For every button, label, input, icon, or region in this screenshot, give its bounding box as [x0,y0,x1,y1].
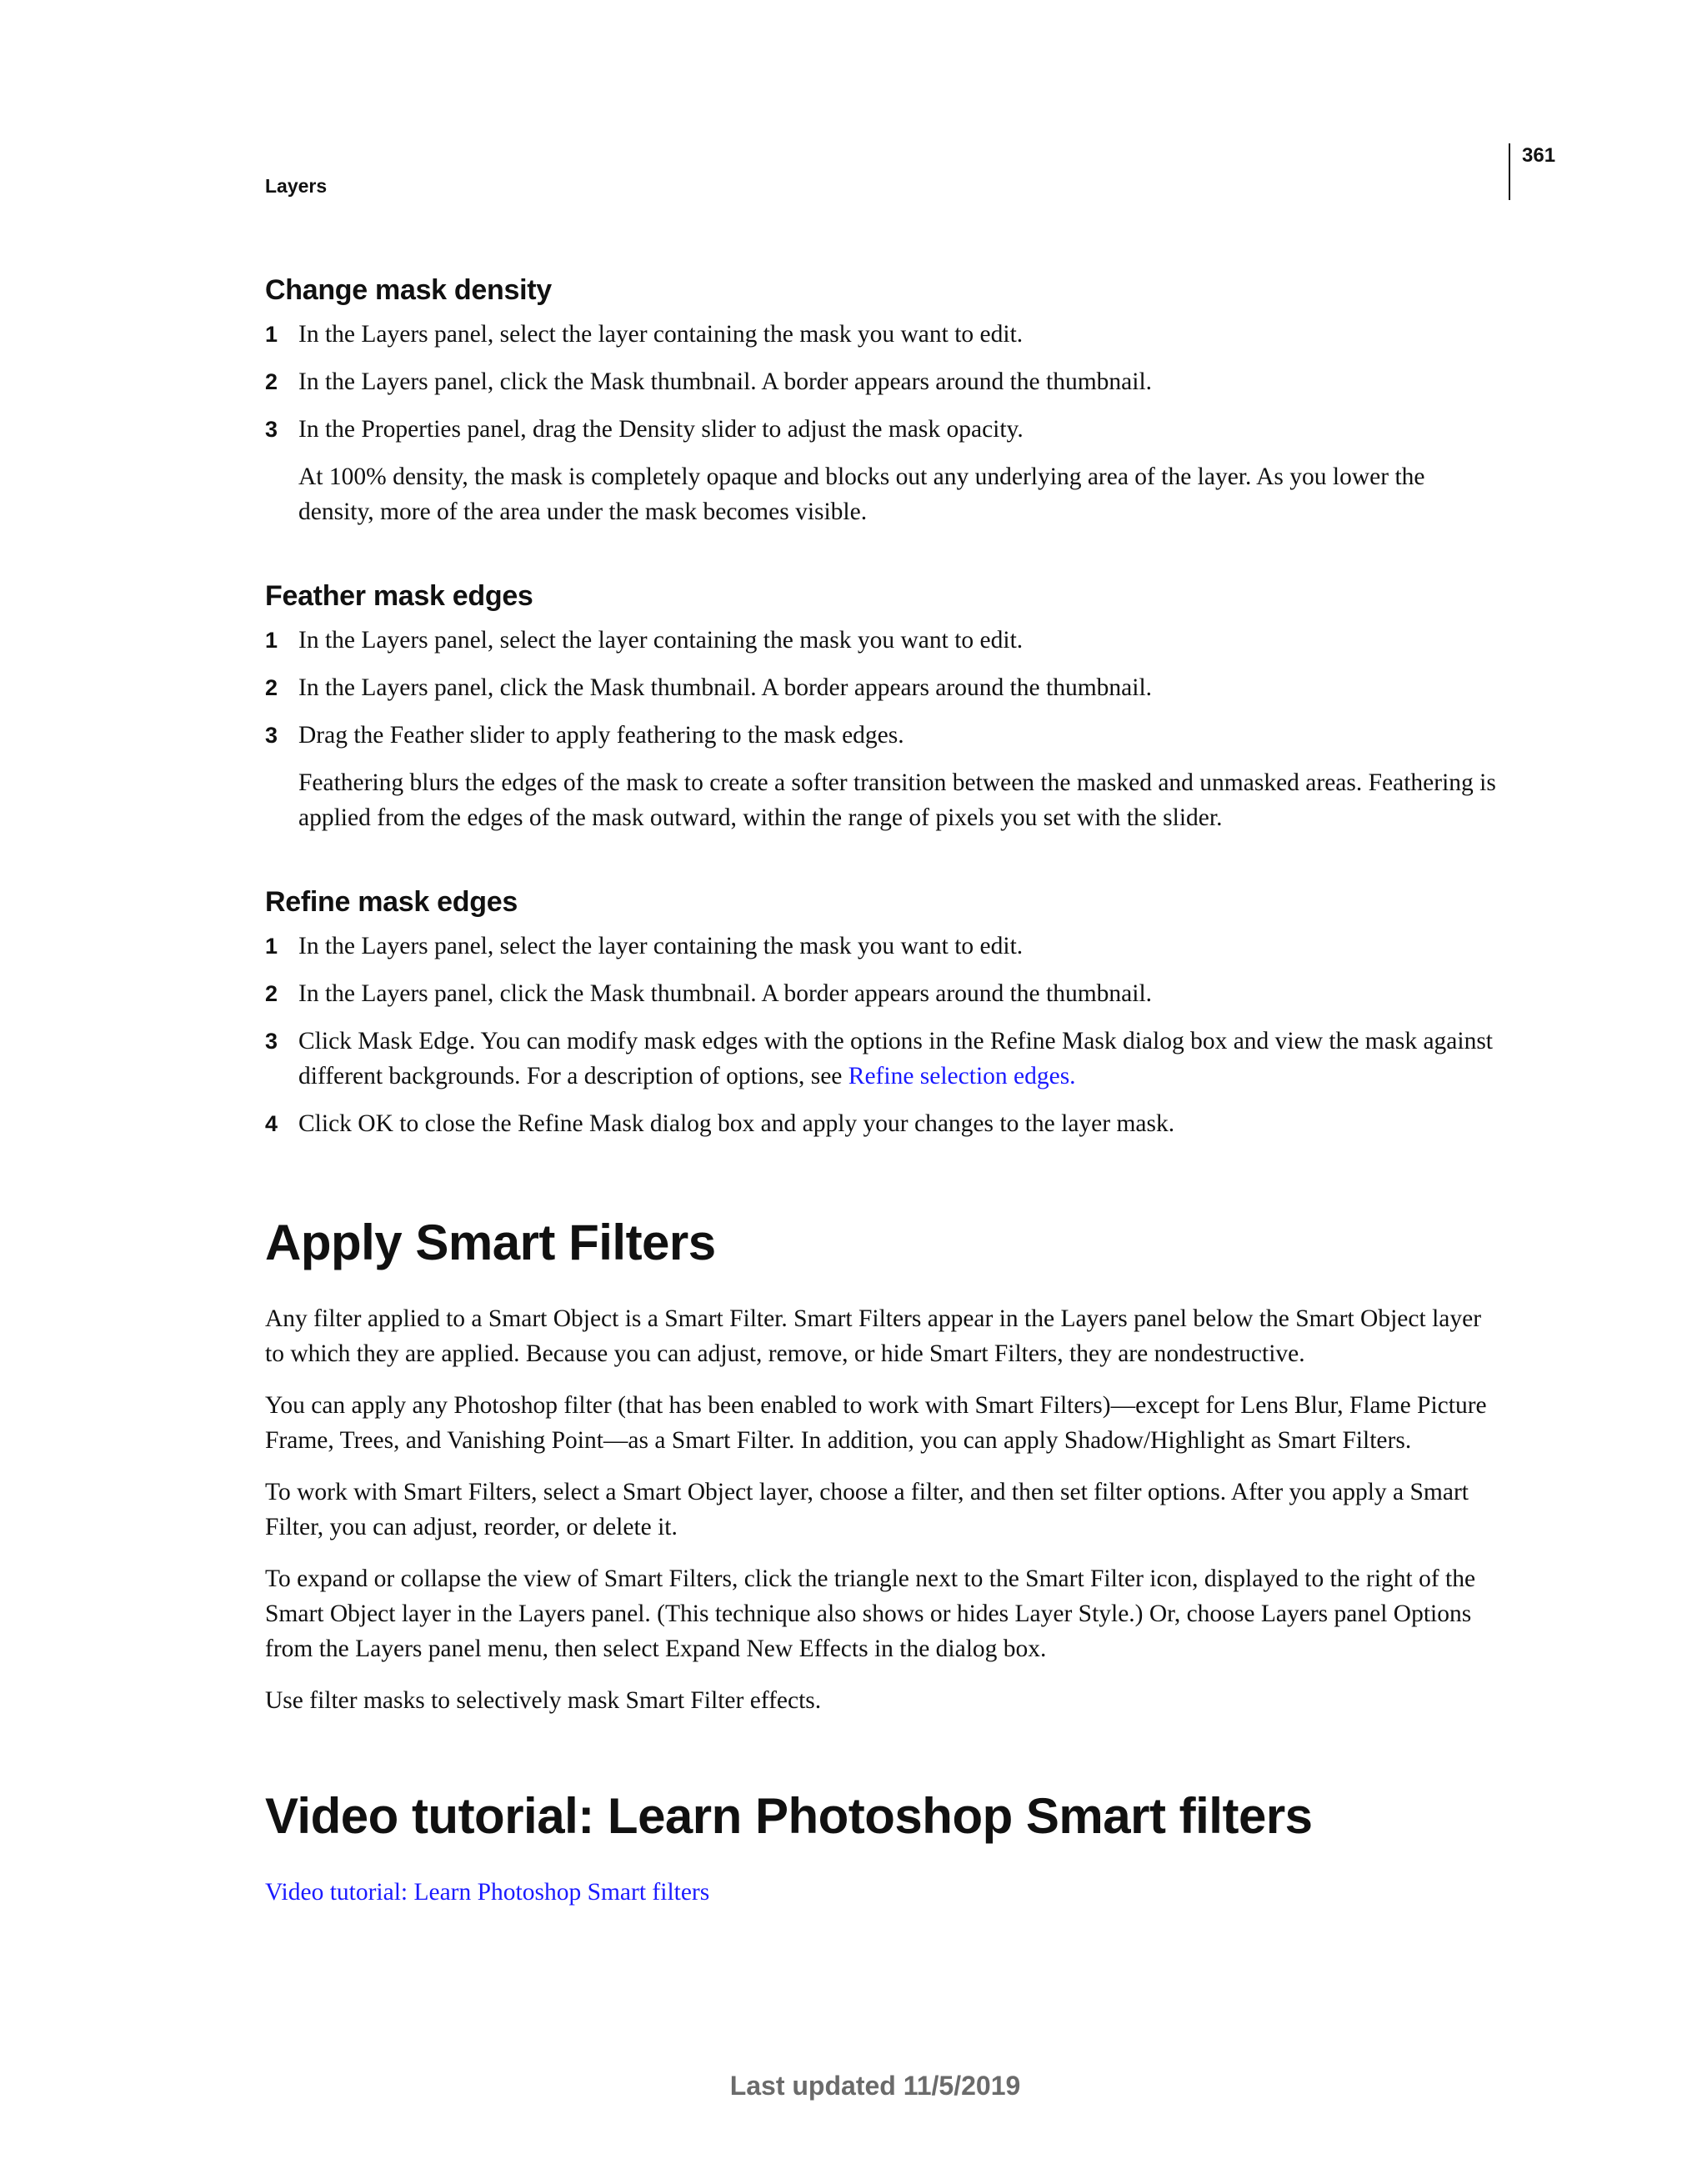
section-change-mask-density [265,270,1504,529]
step-number: 1 [265,934,278,959]
step-number: 2 [265,675,278,700]
step-text: In the Layers panel, click the Mask thumbnail. A border appears around the thumbnail. [298,980,1153,1007]
step-item [265,364,1504,399]
step-text: In the Properties panel, drag the Density slider to adjust the mask opacity. [298,416,1024,443]
step-text-body: Click Mask Edge. You can modify mask edges with the options in the Refine Mask dialog box and view the mask against different backgrounds. For a description of options, see [298,1028,1493,1089]
step-text: In the Layers panel, click the Mask thumbnail. A border appears around the thumbnail. [298,674,1153,701]
running-head: Layers [265,175,328,197]
step-text: In the Layers panel, click the Mask thumbnail. A border appears around the thumbnail. [298,368,1153,395]
step-note: At 100% density, the mask is completely opaque and blocks out any underlying area of the layer. As you lower the density, more of the area under the mask becomes visible. [298,463,1425,525]
step-item [265,976,1504,1011]
paragraph: Use filter masks to selectively mask Smart Filter effects. [265,1687,822,1714]
section-title: Feather mask edges [265,580,533,612]
refine-selection-edges-link[interactable]: Refine selection edges. [848,1063,1076,1089]
step-item [265,412,1504,447]
paragraph: Any filter applied to a Smart Object is a Smart Filter. Smart Filters appear in the Layers panel below the Smart Object layer to which they are applied. Because you can adjust, remove, or hide Smart Filters, they are nondestructive. [265,1305,1482,1367]
step-number: 1 [265,322,278,347]
page-number-rule [1509,143,1510,200]
heading-apply-smart-filters: Apply Smart Filters [265,1215,716,1270]
step-item [265,1024,1504,1094]
step-number: 3 [265,1029,278,1054]
step-text: Drag the Feather slider to apply feathering to the mask edges. [298,722,904,749]
step-note: Feathering blurs the edges of the mask to create a softer transition between the masked and unmasked areas. Feathering is applied from the edges of the mask outward, within the range of pixels you set with the slider. [298,769,1496,831]
section-feather-mask-edges [265,576,1504,835]
step-text: In the Layers panel, select the layer containing the mask you want to edit. [298,321,1024,348]
step-text [298,1024,1504,1094]
step-item [265,670,1504,705]
section-title: Refine mask edges [265,886,518,918]
step-item [265,1106,1504,1141]
step-text: In the Layers panel, select the layer containing the mask you want to edit. [298,627,1024,654]
paragraph: You can apply any Photoshop filter (that has been enabled to work with Smart Filters)—except for Lens Blur, Flame Picture Frame, Trees, and Vanishing Point—as a Smart Filter. In addition, you can apply Shadow/Highlight as Smart Filters. [265,1392,1487,1454]
page-content [265,270,1504,1926]
step-item [265,718,1504,753]
section-title: Change mask density [265,274,552,306]
step-text: In the Layers panel, select the layer containing the mask you want to edit. [298,933,1024,959]
heading-video-tutorial: Video tutorial: Learn Photoshop Smart filters [265,1788,1313,1844]
footer-last-updated: Last updated 11/5/2019 [729,2071,1021,2101]
step-number: 3 [265,723,278,748]
step-number: 2 [265,369,278,394]
video-tutorial-paragraph [265,1875,1504,1910]
step-item [265,317,1504,352]
step-number: 1 [265,628,278,653]
step-number: 2 [265,981,278,1006]
paragraph: To work with Smart Filters, select a Smart Object layer, choose a filter, and then set filter options. After you apply a Smart Filter, you can adjust, reorder, or delete it. [265,1479,1469,1540]
section-refine-mask-edges [265,882,1504,1141]
step-number: 3 [265,417,278,442]
video-tutorial-link[interactable]: Video tutorial: Learn Photoshop Smart filters [265,1879,710,1906]
step-item [265,623,1504,658]
step-number: 4 [265,1111,278,1136]
step-item [265,929,1504,964]
step-text: Click OK to close the Refine Mask dialog box and apply your changes to the layer mask. [298,1110,1175,1137]
page-number: 361 [1522,144,1556,167]
paragraph: To expand or collapse the view of Smart Filters, click the triangle next to the Smart Filter icon, displayed to the right of the Smart Object layer in the Layers panel. (This technique also shows or hides Layer Style.) Or, choose Layers panel Options from the Layers panel menu, then select Expand New Effects in the dialog box. [265,1565,1476,1662]
